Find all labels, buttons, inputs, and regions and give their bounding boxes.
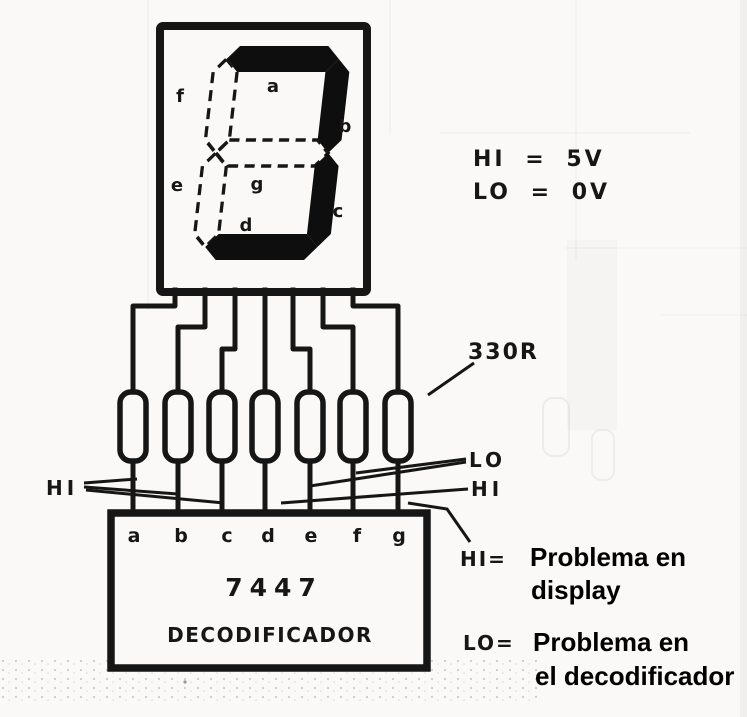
decoder-pin-c: c [221, 525, 233, 547]
segment-a [225, 46, 340, 72]
decoder-part-number: 7447 [225, 573, 323, 602]
probe-left-hi-line-1 [84, 479, 137, 483]
decoder-pin-g: g [392, 525, 406, 547]
wire-f [323, 290, 353, 396]
resistor-a [120, 392, 146, 461]
resistor-c [209, 392, 235, 461]
diagnosis-lo-line1: Problema en [533, 627, 690, 657]
resistor-g [385, 392, 411, 461]
decoder-pin-d: d [261, 525, 275, 547]
wire-c [222, 290, 235, 396]
resistor-value-label: 330R [468, 340, 539, 365]
resistor-b [165, 392, 191, 461]
resistor-pointer-line [428, 363, 474, 395]
diagnosis-hi-line1: Problema en [530, 542, 687, 572]
segment-label-b: b [338, 116, 352, 137]
decoder-pin-f: f [352, 525, 362, 547]
resistor-f [340, 392, 366, 461]
legend-hi: HI = 5V [473, 147, 605, 172]
diagnosis-hi-line2: display [531, 575, 621, 605]
resistor-e [297, 392, 323, 461]
probe-right-lo-line-2 [310, 462, 466, 486]
diagnosis-lo-key: LO= [463, 631, 515, 655]
segment-d [204, 234, 319, 260]
decoder-name: DECODIFICADOR [167, 623, 373, 647]
segment-label-e: e [170, 175, 184, 196]
diagnosis-lo-line2: el decodificador [535, 661, 735, 691]
segment-label-c: c [332, 201, 344, 222]
decoder-pin-e: e [304, 525, 318, 547]
wire-e [293, 290, 310, 396]
segment-label-f: f [176, 86, 184, 107]
wire-b [178, 290, 205, 396]
segment-label-g: g [250, 174, 264, 195]
wire-a [133, 290, 175, 396]
probe-right-lo-label: LO [469, 448, 507, 472]
probe-left-hi-label: HI [46, 476, 79, 500]
segment-label-a: a [266, 76, 280, 97]
decoder-pin-b: b [174, 525, 188, 547]
segment-label-d: d [239, 215, 253, 236]
resistor-d [252, 392, 278, 461]
decoder-pin-a: a [127, 525, 141, 547]
wire-g [353, 290, 398, 396]
probe-right-hi-label: HI [471, 477, 504, 501]
diagnosis-hi-key: HI= [460, 547, 507, 571]
legend-lo: LO = 0V [473, 180, 611, 205]
